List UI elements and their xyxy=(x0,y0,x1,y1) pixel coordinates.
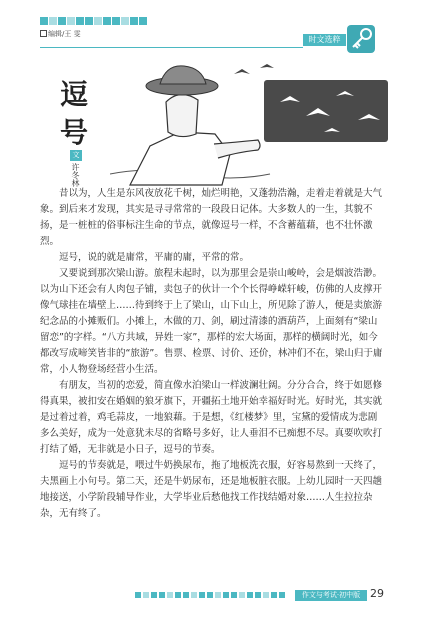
column-name: 时文选粹 xyxy=(303,34,346,46)
author-name: 许冬林 xyxy=(71,163,80,187)
paragraph: 逗号，说的就是庸常，平庸的庸，平常的常。 xyxy=(59,252,250,263)
title-char: 逗 xyxy=(60,78,89,111)
paragraph: 昔以为，人生是东风夜放花千树，灿烂明艳，又蓬勃浩瀚，走着走着就是大气象。到后来才发现，其实是寻寻常常的一段段日记体。大多数人的一生，其貌不扬，是一桩桩的俗事标注生命的节点，就像逗号一样，不含蓄蕴藉，也不壮怀激烈。 xyxy=(40,188,383,247)
editor-name: 编辑/王 雯 xyxy=(48,30,81,38)
paragraph: 有朋友，当初的恋爱，简直像水泊梁山一样波澜壮阔。分分合合，终于如愿修得真果，被扣安在婚姻的狼牙旗下，开疆拓土地开始幸福好时光。好时光，其实就是过着过着，鸡毛蒜皮，一地狼藉。于是想，《红楼梦》里，宝黛的爱情成为悲剧多么美好，成为一处意犹未尽的省略号多好，让人垂泪不已痴想不尽。真要吹吹打打结了婚，无非就是小日子，逗号的节奏。 xyxy=(40,380,383,455)
page-footer xyxy=(0,584,427,608)
author-label: 文 xyxy=(70,150,82,161)
footer-decoration xyxy=(135,592,285,598)
paragraph: 逗号的节奏就是，喂过牛奶换尿布，拖了地板洗衣服，好容易熬到一天终了，夫黑画上小句号。第二天，还是牛奶尿布，还是地板脏衣服。上幼儿园时一天四趟地接送，小学阶段辅导作业，大学毕业后愁他找工作找结婚对象……人生拉拉杂杂，无有终了。 xyxy=(40,460,383,519)
paragraph: 又要说到那次梁山游。旅程未起时，以为那里会是崇山峻岭，会是烟波浩渺。以为山下还会有人肉包子铺，卖包子的伙计一个个长得峥嵘轩峻，仿佛的人皮撑开像气球挂在墙壁上……待到终于上了梁山，山下山上，所见除了游人，便是卖旅游纪念品的小摊贩们。小摊上，木做的刀、剑，刷过清漆的酒葫芦，上面刻有“梁山留恋”的字样。“八方共域，异姓一家”，那样的宏大场面，那样的横阔时光，如今都改写成啼笑皆非的“旅游”。售票、检票、讨价、还价，林冲们不在，梁山归于庸常，小人物登场经营小生活。 xyxy=(40,268,383,375)
header-rule xyxy=(40,47,303,48)
publication-name: 作文与考试·初中版 xyxy=(295,590,367,601)
key-icon xyxy=(347,25,375,53)
illustration-man-watching-birds xyxy=(110,62,390,186)
editor-credit xyxy=(40,29,81,39)
checkbox-icon xyxy=(40,30,47,37)
title-char: 号 xyxy=(60,116,89,149)
page-header xyxy=(0,0,427,60)
page-number: 29 xyxy=(370,587,384,600)
article-body xyxy=(40,186,385,522)
article-title xyxy=(60,76,100,152)
header-decoration xyxy=(40,17,147,25)
author-byline xyxy=(70,150,82,187)
